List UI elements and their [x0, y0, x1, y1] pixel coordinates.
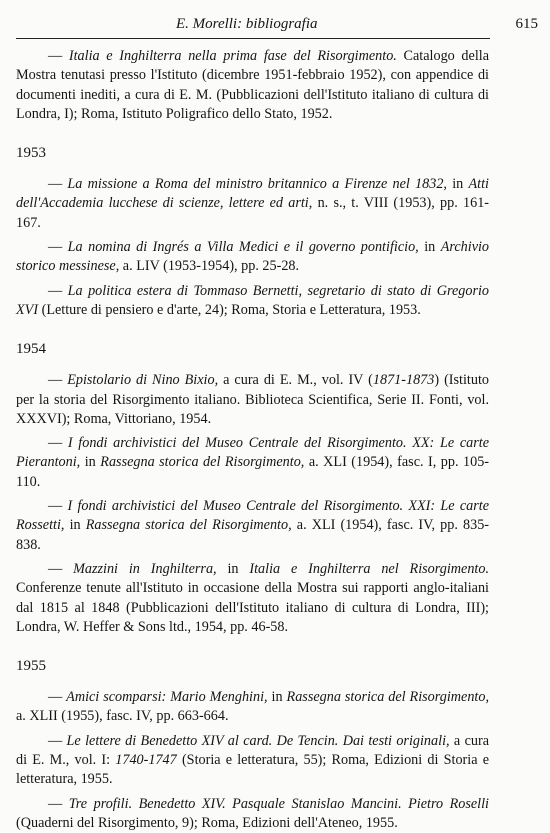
bibliography-entry [16, 434, 489, 492]
entry-details: a. XLII (1955), fasc. IV, pp. 663-664. [16, 708, 229, 725]
entry-connector: in [452, 176, 464, 193]
entry-journal: Rassegna storica del Risorgimento, [286, 689, 490, 706]
entry-connector: in [69, 517, 81, 534]
entry-title: Le lettere di Benedetto XIV al card. De Tencin. Dai testi originali, [66, 732, 450, 749]
entry-title: Tre profili. Benedetto XIV. Pasquale Stanislao Mancini. Pietro Roselli [68, 795, 489, 812]
entry-connector: in [271, 689, 283, 706]
entry-dash: — [48, 48, 63, 64]
entry-journal: Rassegna storica del Risorgimento, [85, 517, 292, 534]
entry-journal: Rassegna storica del Risorgimento, [100, 454, 305, 471]
bibliography-entry [16, 560, 489, 637]
entry-dash: — [48, 282, 63, 299]
entry-dash: — [48, 795, 63, 812]
entry-dash: — [48, 239, 63, 256]
entry-title: La nomina di Ingrés a Villa Medici e il governo pontificio, [67, 239, 419, 256]
entry-journal: Italia e Inghilterra nel Risorgimento. [249, 560, 489, 577]
entry-details: Catalogo della Mostra tenutasi presso l'Istituto (dicembre 1951-febbraio 1952), con appendice di documenti inediti, a cura di E. M. (Pubblicazioni dell'Istituto italiano di cultura di Londra, I); Roma, Istituto Poligrafico dello Stato, 1952. [16, 48, 490, 122]
entry-connector: a cura di E. M., vol. IV ( [223, 372, 373, 389]
entry-title: Epistolario di Nino Bixio, [67, 372, 219, 389]
bibliography-entry [16, 497, 489, 555]
bibliography-entry [16, 175, 489, 233]
entry-title: La politica estera di Tommaso Bernetti, segretario di stato di Gregorio XVI [16, 282, 490, 318]
entry-journal: Atti dell'Accademia lucchese di scienze, lettere ed arti, [16, 176, 489, 212]
bibliography-entry [16, 47, 489, 124]
bibliography-entry [16, 371, 489, 429]
running-title: E. Morelli: bibliografia [176, 16, 318, 32]
entry-details: ) (Istituto per la storia del Risorgimento italiano. Biblioteca Scientifica, Serie II. Fonti, vol. XXXVI); Roma, Vittoriano, 1954. [16, 372, 490, 427]
entry-dash: — [48, 176, 63, 193]
entry-dash: — [48, 498, 63, 515]
entry-title: Mazzini in Inghilterra, [73, 560, 217, 577]
entry-dash: — [48, 435, 63, 452]
entry-journal: Archivio storico messinese, [16, 239, 490, 275]
entry-title: I fondi archivistici del Museo Centrale del Risorgimento. XXI: Le carte Rossetti, [16, 498, 489, 534]
entry-details: (Letture di pensiero e d'arte, 24); Roma, Storia e Letteratura, 1953. [41, 301, 421, 318]
entry-dash: — [48, 689, 63, 706]
bibliography-entry [16, 238, 489, 277]
entry-title: Amici scomparsi: Mario Menghini, [66, 689, 268, 706]
entry-details: a. LIV (1953-1954), pp. 25-28. [122, 258, 300, 275]
page-number: 615 [515, 16, 538, 32]
entry-dash: — [48, 372, 63, 389]
entry-details: (Quaderni del Risorgimento, 9); Roma, Edizioni dell'Ateneo, 1955. [16, 814, 398, 831]
bibliography-entry [16, 795, 489, 833]
year-heading: 1954 [16, 341, 46, 358]
entry-details: n. s., t. VIII (1953), pp. 161-167. [16, 195, 490, 231]
entry-title: Italia e Inghilterra nella prima fase del Risorgimento. [68, 48, 397, 64]
running-header [16, 14, 538, 39]
entry-years: 1871-1873 [372, 372, 435, 389]
entry-title: La missione a Roma del ministro britannico a Firenze nel 1832, [67, 176, 447, 193]
entry-title: I fondi archivistici del Museo Centrale del Risorgimento. XX: Le carte Pierantoni, [16, 435, 490, 471]
entry-dash: — [48, 732, 63, 749]
entry-connector: a cura di E. M., vol. I: [16, 732, 489, 769]
year-heading: 1953 [16, 145, 46, 162]
entry-years: 1740-1747 [115, 752, 177, 769]
entry-dash: — [48, 560, 63, 577]
entry-connector: in [227, 560, 239, 577]
entry-details: a. XLI (1954), fasc. I, pp. 105-110. [16, 454, 490, 490]
entry-details: (Storia e letteratura, 55); Roma, Edizioni di Storia e letteratura, 1955. [16, 752, 490, 788]
bibliography-body [16, 38, 489, 833]
bibliography-entry [16, 732, 489, 790]
bibliography-entry [16, 688, 489, 727]
entry-connector: in [424, 239, 436, 256]
bibliography-entry [16, 282, 489, 321]
entry-details: Conferenze tenute all'Istituto in occasione della Mostra sui rapporti anglo-italiani dal 1815 al 1848 (Pubblicazioni dell'Istituto italiano di cultura di Londra, III); Londra, W. Heffer & Sons ltd., 1954, pp. 46-58. [16, 580, 489, 635]
entry-connector: in [84, 454, 96, 471]
year-heading: 1955 [16, 658, 46, 675]
entry-details: a. XLI (1954), fasc. IV, pp. 835-838. [16, 517, 490, 553]
